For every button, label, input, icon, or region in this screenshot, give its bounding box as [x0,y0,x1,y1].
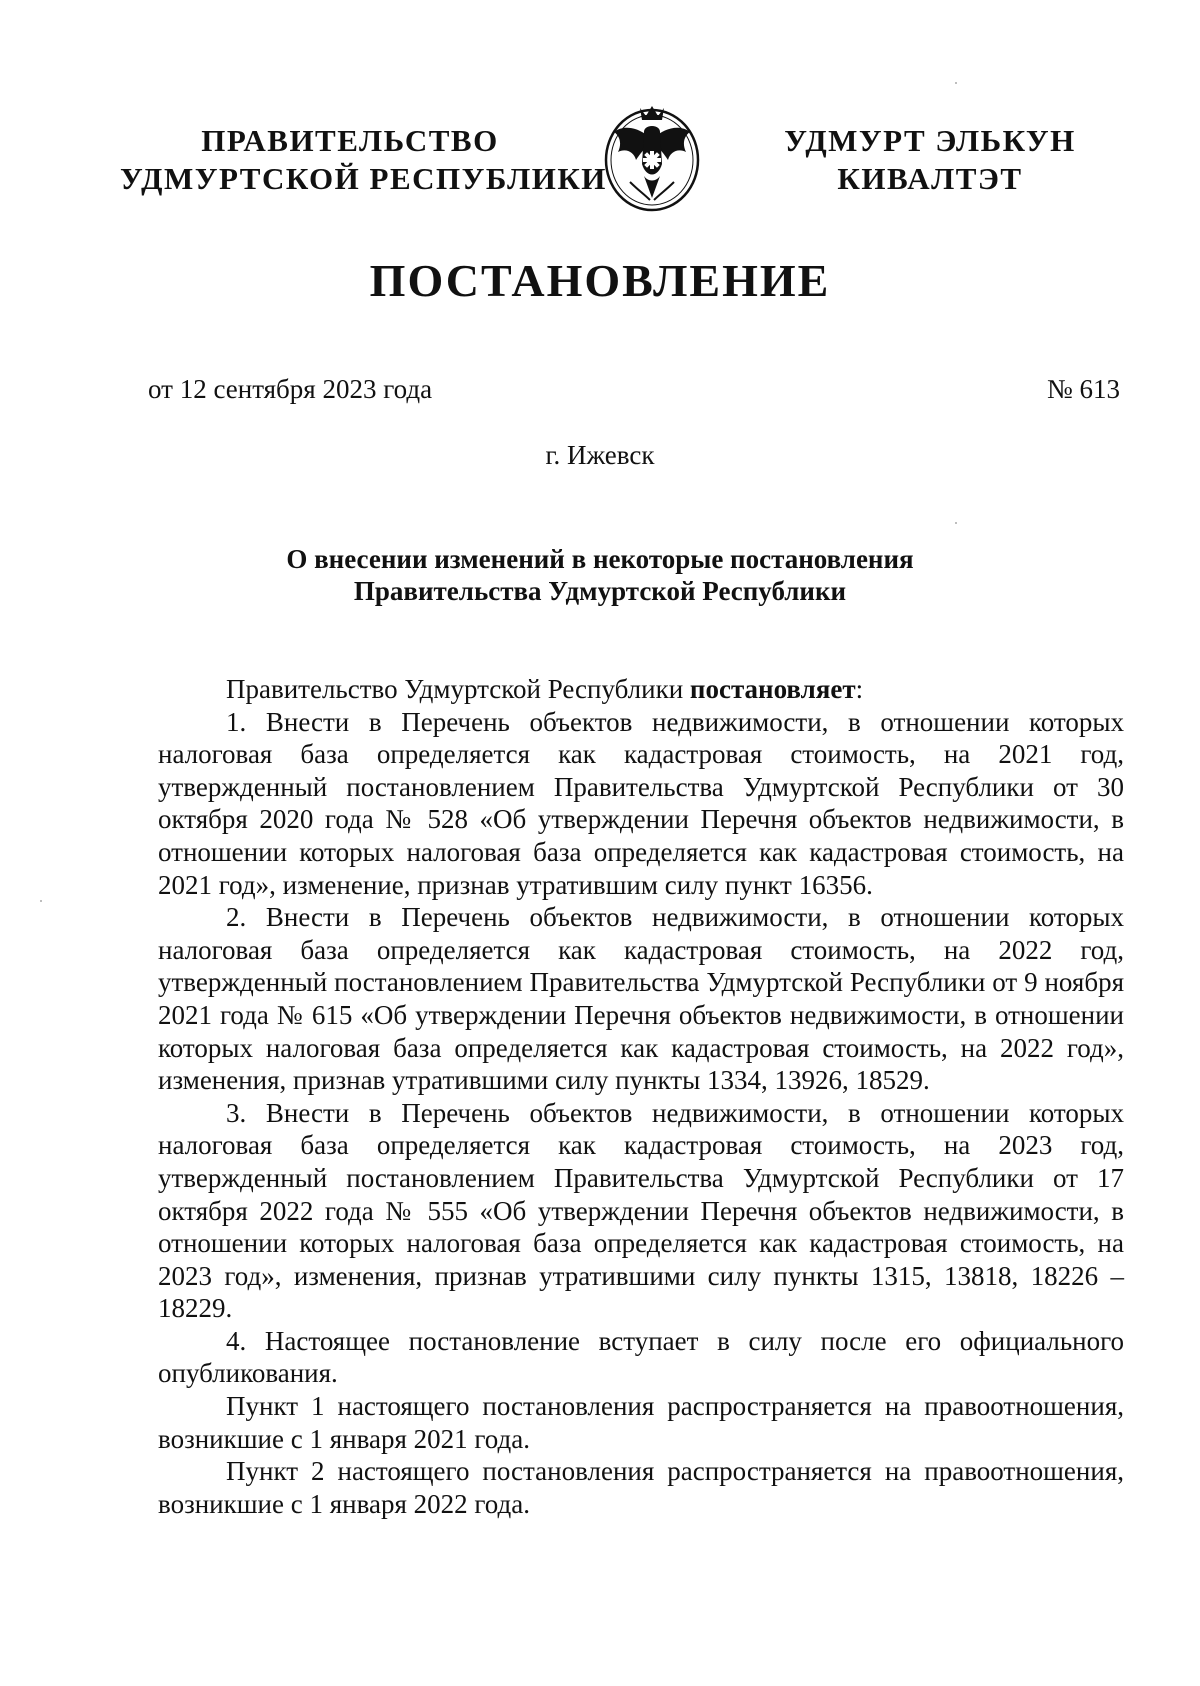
scan-speck [40,900,42,902]
preamble-verb: постановляет [689,674,856,704]
coat-of-arms-icon [600,102,704,214]
government-name-line-2: УДМУРТСКОЙ РЕСПУБЛИКИ [120,161,607,196]
paragraph-3: 3. Внести в Перечень объектов недвижимости, в отношении которых налоговая база определяется как кадастровая стоимость, на 2023 год, утвержденный постановлением Правительства Удмуртской Республики от 17 октября 2022 года № 555 «Об утверждении Перечня объектов недвижимости, в отношении которых налоговая база определяется как кадастровая стоимость, на 2023 год», изменения, признав утратившими силу пункты 1315, 13818, 18226 – 18229. [158,1097,1124,1324]
government-name-udmurt-line-2: КИВАЛТЭТ [837,161,1023,196]
government-name-line-1: ПРАВИТЕЛЬСТВО [201,123,499,158]
document-body [158,673,1124,1520]
government-name-udmurt [780,122,1080,198]
preamble-paragraph [158,673,1124,706]
paragraph-2: 2. Внести в Перечень объектов недвижимости, в отношении которых налоговая база определяется как кадастровая стоимость, на 2022 год, утвержденный постановлением Правительства Удмуртской Республики от 9 ноября 2021 года № 615 «Об утверждении Перечня объектов недвижимости, в отношении которых налоговая база определяется как кадастровая стоимость, на 2022 год», изменения, признав утратившими силу пункты 1334, 13926, 18529. [158,902,1124,1096]
preamble-colon: : [855,674,864,704]
document-title-line-1: О внесении изменений в некоторые постановления [286,544,914,574]
document-city: г. Ижевск [545,440,655,470]
paragraph-4: 4. Настоящее постановление вступает в силу после его официального опубликования. [158,1325,1124,1389]
preamble-text: Правительство Удмуртской Республики [226,674,690,704]
government-name-russian [120,122,607,198]
scan-speck [955,82,957,84]
document-date: от 12 сентября 2023 года [148,374,433,404]
document-number: № 613 [1046,374,1120,404]
paragraph-6: Пункт 2 настоящего постановления распространяется на правоотношения, возникшие с 1 января 2022 года. [158,1456,1124,1519]
paragraph-1: 1. Внести в Перечень объектов недвижимости, в отношении которых налоговая база определяется как кадастровая стоимость, на 2021 год, утвержденный постановлением Правительства Удмуртской Республики от 30 октября 2020 года № 528 «Об утверждении Перечня объектов недвижимости, в отношении которых налоговая база определяется как кадастровая стоимость, на 2021 год», изменение, признав утратившим силу пункт 16356. [158,706,1124,900]
document-title [0,543,1200,607]
scan-speck [955,522,957,524]
document-type-heading: ПОСТАНОВЛЕНИЕ [369,255,831,306]
government-name-udmurt-line-1: УДМУРТ ЭЛЬКУН [784,123,1076,158]
paragraph-5: Пункт 1 настоящего постановления распространяется на правоотношения, возникшие с 1 января 2021 года. [158,1391,1124,1454]
document-title-line-2: Правительства Удмуртской Республики [353,576,847,606]
